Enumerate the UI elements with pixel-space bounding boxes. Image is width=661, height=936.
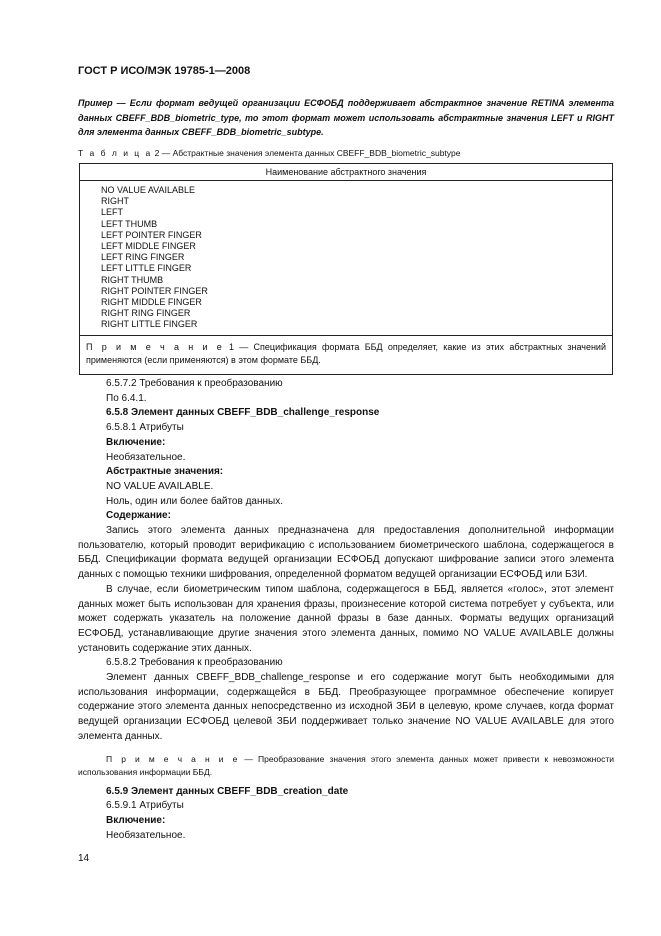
table-value: LEFT RING FINGER	[101, 252, 185, 263]
abstract-value-1: NO VALUE AVAILABLE.	[106, 480, 214, 492]
content-paragraph-1: Запись этого элемента данных предназначена для предоставления дополнительной информации пользователю, который проводит верификацию с использованием биометрического шаблона, содержащегося в ББД. Спецификации формата ведущей организации ЕСФОБД допускают шифрование записи этого элемента данных с помощью техники шифрования, определенной форматом ведущей организации ЕСФОБД или БЗИ.	[78, 525, 614, 581]
abstract-values-label: Абстрактные значения:	[106, 466, 224, 478]
document-header: ГОСТ Р ИСО/МЭК 19785-1—2008	[78, 65, 251, 77]
table-note-cell	[80, 335, 613, 374]
table-note-prefix: П р и м е ч а н и е	[86, 341, 224, 352]
table-caption-text: 2 — Абстрактные значения элемента данных CBEFF_BDB_biometric_subtype	[154, 148, 461, 158]
table-value: RIGHT	[101, 196, 129, 207]
table-value: NO VALUE AVAILABLE	[101, 185, 196, 195]
section-body	[78, 377, 614, 843]
table-note-text: 1 — Спецификация формата ББД определяет, какие из этих абстрактных значений применяются (если применяются) в этом формате ББД.	[86, 341, 606, 366]
section-6591-title: 6.5.9.1 Атрибуты	[106, 800, 184, 812]
table-value: LEFT LITTLE FINGER	[101, 263, 192, 274]
inclusion-value: Необязательное.	[106, 451, 186, 463]
table-value: LEFT	[101, 207, 124, 218]
content-label: Содержание:	[106, 510, 171, 522]
section-6582-title: 6.5.8.2 Требования к преобразованию	[106, 657, 283, 669]
section-658-title: 6.5.8 Элемент данных CBEFF_BDB_challenge_response	[106, 407, 380, 419]
section-659-title: 6.5.9 Элемент данных CBEFF_BDB_creation_date	[106, 785, 349, 797]
section-6572-title: 6.5.7.2 Требования к преобразованию	[106, 378, 283, 389]
inclusion-label: Включение:	[106, 436, 166, 448]
conversion-note-prefix: П р и м е ч а н и е	[106, 753, 240, 764]
inclusion-value-659: Необязательное.	[106, 829, 186, 841]
conversion-note-text: — Преобразование значения этого элемента данных может привести к невозможности использования информации ББД.	[78, 753, 614, 777]
page-number: 14	[78, 853, 90, 864]
table-header-cell: Наименование абстрактного значения	[80, 164, 613, 181]
table-value: RIGHT MIDDLE FINGER	[101, 297, 202, 308]
table-caption-prefix: Т а б л и ц а	[78, 148, 153, 158]
conversion-note	[78, 753, 614, 779]
table-caption	[78, 148, 460, 158]
abstract-value-2: Ноль, один или более байтов данных.	[106, 495, 283, 507]
conversion-paragraph: Элемент данных CBEFF_BDB_challenge_response и его содержание могут быть необходимыми для использования информации, содержащейся в ББД. Преобразующее программное обеспечение копирует содержание этого элемента данных непосредственно из исходной ЗБИ в целевую, кроме случаев, когда формат ведущей организации ЕСФОБД целевой ЗБИ поддерживает только значение NO VALUE AVAILABLE для этого элемента данных.	[78, 672, 614, 742]
table-value: LEFT POINTER FINGER	[101, 229, 202, 240]
table-value: RIGHT LITTLE FINGER	[101, 319, 198, 330]
table-values-cell	[80, 181, 613, 336]
content-paragraph-2: В случае, если биометрическим типом шаблона, содержащегося в ББД, является «голос», этот элемент данных может быть использован для хранения фразы, произнесение которой система потребует у субъекта, или может содержать указатель на положение данной фразы в базе данных. Форматы ведущих организаций ЕСФОБД, устанавливающие другие значения этого элемента данных, помимо NO VALUE AVAILABLE должны установить содержание этих данных.	[78, 583, 614, 654]
example-paragraph: Пример — Если формат ведущей организации ЕСФОБД поддерживает абстрактное значение RETINA элемента данных CBEFF_BDB_biometric_type, то этот формат может использовать абстрактные значения LEFT и RIGHT для элемента данных CBEFF_BDB_biometric_subtype.	[78, 98, 614, 137]
table-value: LEFT THUMB	[101, 218, 158, 229]
table-value: RIGHT THUMB	[101, 274, 164, 285]
table-value: LEFT MIDDLE FINGER	[101, 241, 196, 252]
section-6572-text: По 6.4.1.	[106, 392, 147, 404]
section-6581-title: 6.5.8.1 Атрибуты	[106, 422, 184, 434]
abstract-values-table	[79, 163, 613, 375]
inclusion-label-659: Включение:	[106, 814, 166, 826]
table-value: RIGHT POINTER FINGER	[101, 285, 208, 296]
table-value: RIGHT RING FINGER	[101, 308, 191, 319]
